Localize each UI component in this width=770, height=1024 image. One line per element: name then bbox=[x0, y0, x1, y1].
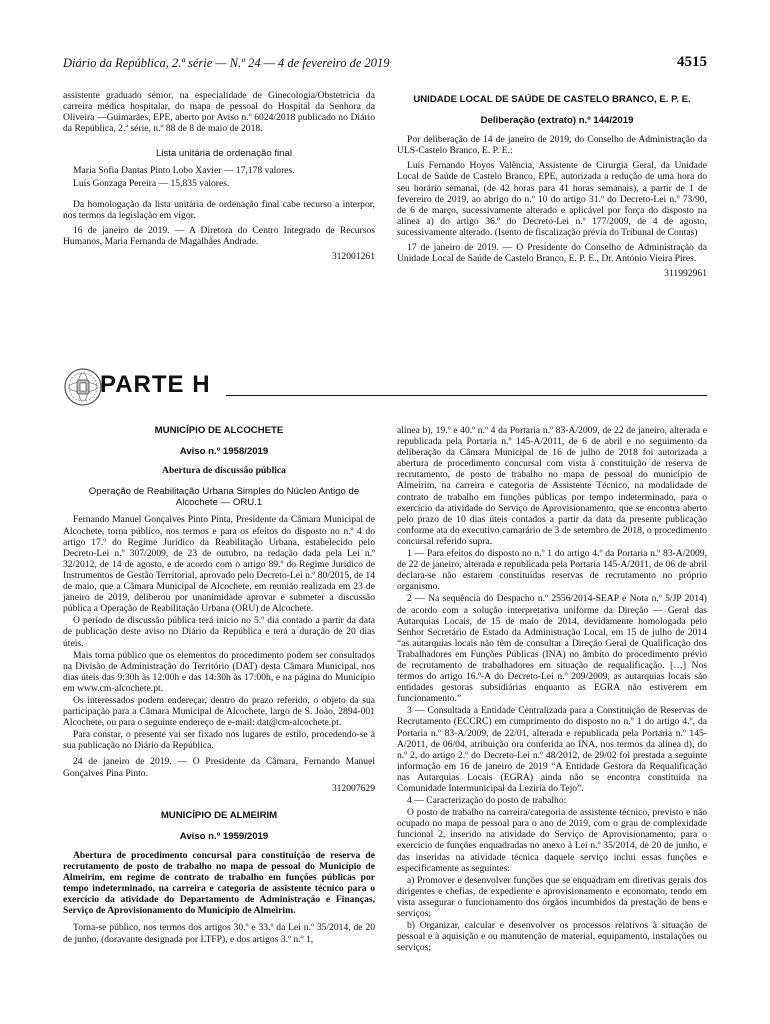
deliberation-title: Deliberação (extrato) n.º 144/2019 bbox=[480, 115, 634, 127]
paragraph: Fernando Manuel Gonçalves Pinto Pinta, Presidente da Câmara Municipal de Alcochete, torna público, nos termos e para os efeitos do disposto no n.º 4 do artigo 17.º do Regime Jurídico da Reabilitação Urbana, estabelecido pelo Decreto-Lei n.º 307/2009, de 23 de outubro, na redação dada pela Lei n.º 32/2012, de 14 de agosto, e de acordo com o artigo 89.º do Regime Jurídico de Instrumentos de Gestão Territorial, aprovado pelo Decreto-Lei n.º 80/2015, de 14 de maio, que a Câmara Municipal de Alcochete, em reunião realizada em 23 de janeiro de 2019, deliberou por unanimidade aprovar e submeter a discussão pública a Operação de Reabilitação Urbana (ORU) de Alcochete. bbox=[63, 514, 375, 615]
continued-paragraph: assistente graduado sénior, na especialidade de Ginecologia/Obstetrícia da carreira médica hospitalar, do mapa de pessoal do Hospital da Senhora da Oliveira —Guimarães, EPE, aberto por Aviso n.º 6024/2018 publicado no Diário da República, 2.ª série, n.º 88 de 8 de maio de 2018. bbox=[63, 90, 375, 135]
top-left-column bbox=[63, 90, 375, 266]
reference-number: 312001261 bbox=[331, 251, 375, 263]
coat-of-arms-icon bbox=[63, 367, 103, 407]
signature-paragraph: 24 de janeiro de 2019. — O Presidente da Câmara, Fernando Manuel Gonçalves Pina Pinto. bbox=[63, 756, 375, 779]
signature-paragraph: 16 de janeiro de 2019. — A Diretora do Centro Integrado de Recursos Humanos, Maria Fernanda de Magalhães Andrade. bbox=[63, 224, 375, 247]
paragraph: O posto de trabalho na carreira/categoria de assistente técnico, previsto e não ocupado no mapa de pessoal para o ano de 2019, com o grau de complexidade funcional 2, inserido na atividade do Serviço de Aprovisionamento, para o exercício de funções enquadradas no anexo à Lei n.º 35/2014, de 20 de junho, e das inseridas na atividade técnica daquele serviço inclui essas funções e especificamente as seguintes: bbox=[397, 807, 707, 874]
paragraph: Os interessados podem endereçar, dentro do prazo referido, o objeto da sua participação para a Câmara Municipal de Alcochete, largo de S. João, 2894-001 Alcochete, ou para o seguinte endereço de e-mail: dat@cm-alcochete.pt. bbox=[63, 694, 375, 729]
paragraph: b) Organizar, calcular e desenvolver os processos relativos à situação de pessoal e à aquisição e ou manutenção de material, equipamento, instalações ou serviços; bbox=[397, 920, 707, 954]
paragraph: 4 — Caracterização do posto de trabalho: bbox=[407, 795, 567, 807]
bottom-left-column bbox=[63, 425, 375, 949]
paragraph: Luís Fernando Hoyos Valência, Assistente de Cirurgia Geral, da Unidade Local de Saúde de Castelo Branco, EPE, autorizada a redução de uma hora do seu horário semanal, (de 42 horas para 41 horas semanais), a partir de 1 de fevereiro de 2019, ao abrigo do n.º 10 do artigo 31.º do Decreto-Lei n.º 73/90, de 6 de março, sucessivamente alterado e aplicável por força do disposto na alínea a) do artigo 36.º do Decreto-Lei n.º 177/2009, de 4 de agosto, sucessivamente alterado. (Isento de fiscalização prévia do Tribunal de Contas) bbox=[397, 160, 707, 238]
reference-number: 312007629 bbox=[331, 782, 375, 794]
paragraph: O período de discussão pública terá início no 5.º dia contado a partir da data de publicação deste aviso no Diário da República e terá a duração de 20 dias úteis. bbox=[63, 615, 375, 649]
homologation-paragraph: Da homologação da lista unitária de ordenação final cabe recurso a interpor, nos termos da legislação em vigor. bbox=[63, 198, 375, 221]
paragraph: 17 de janeiro de 2019. — O Presidente do Conselho de Administração da Unidade Local de Saúde de Castelo Branco, E. P. E., Dr. António Vieira Pires. bbox=[397, 242, 707, 265]
list-item: Luís Gonzaga Pereira — 15,835 valores. bbox=[73, 177, 230, 189]
notice-title: Aviso n.º 1958/2019 bbox=[179, 446, 269, 458]
reference-number: 311992961 bbox=[664, 268, 707, 280]
top-right-column bbox=[397, 94, 707, 283]
notice-heading: Abertura de procedimento concursal para constituição de reserva de recrutamento de posto de trabalho no mapa de pessoal do Município de Almeirim, em regime de contrato de trabalho em funções públicas por tempo indeterminado, na carreira e categoria de assistente técnico para o exercício da atividade do Departamento de Administração e Finanças, Serviço de Aprovisionamento do Município de Almeirim. bbox=[63, 849, 375, 917]
entity-heading: MUNICÍPIO DE ALMEIRIM bbox=[160, 809, 278, 821]
paragraph: 1 — Para efeitos do disposto no n.º 1 do artigo 4.º da Portaria n.º 83-A/2009, de 22 de janeiro, alterada e republicada pela Portaria 145-A/2011, de 06 de abril declara-se não estarem constituídas reservas de recrutamento no próprio organismo. bbox=[397, 548, 707, 593]
paragraph: Para constar, o presente vai ser fixado nos lugares de estilo, procedendo-se à sua publicação no Diário da República. bbox=[63, 729, 375, 752]
paragraph: 3 — Consultada a Entidade Centralizada para a Constituição de Reservas de Recrutamento (ECCRC) em cumprimento do disposto no n.º 1 do artigo 4.º, da Portaria n.º 83-A/2009, de 22/01, alterada e republicada pela Portaria n.º 145-A/2011, de 06/04, atribuição ora conferida ao INA, nos termos da alínea d), do n.º 2, do artigo 2.º do Decreto-Lei n.º 48/2012, de 29/02 foi prestada a seguinte informação em 16 de janeiro de 2019 “A Entidade Gestora da Requalificação nas Autarquias Locais (EGRA) ainda não se encontra constituída na Comunidade Intermunicipal da Lezíria do Tejo”. bbox=[397, 705, 707, 794]
operation-title: Operação de Reabilitação Urbana Simples do Núcleo Antigo de Alcochete — ORU.1 bbox=[88, 486, 360, 509]
entity-heading: UNIDADE LOCAL DE SAÚDE DE CASTELO BRANCO, E. P. E. bbox=[413, 94, 691, 105]
bottom-right-column bbox=[397, 425, 707, 957]
journal-title: Diário da República, 2.ª série — N.º 24 — 4 de fevereiro de 2019 bbox=[63, 56, 390, 70]
continued-paragraph: alínea b), 19.º e 40.º n.º 4 da Portaria n.º 83-A/2009, de 22 de janeiro, alterada e republicada pela Portaria n.º 145-A/2011, de 6 de abril e no seguimento da deliberação da Câmara Municipal de 16 de julho de 2018 foi autorizada a abertura de procedimento concursal com vista à constituição de reserva de recrutamento, de posto de trabalho no mapa de pessoal do município de Almeirim, na carreira e categoria de Assistente Técnico, na modalidade de contrato de trabalho em funções públicas por tempo indeterminado, para o exercício da atividade do Serviço de Aprovisionamento, que se encontra aberto pelo prazo de 10 dias úteis contados a partir da data da presente publicação conforme ata do executivo camarário de 3 de setembro de 2018, o procedimento concursal referido supra. bbox=[397, 425, 707, 547]
paragraph: 2 — Na sequência do Despacho n.º 2556/2014-SEAP e Nota n.º 5/JP 2014) de acordo com a solução interpretativa uniforme da Direção — Geral das Autarquias Locais, de 15 de maio de 2014, devidamente homologada pelo Senhor Secretário de Estado da Administração Local, em 15 de julho de 2014 “as autarquias locais não têm de consultar a Direção Geral de Qualificação dos Trabalhadores em Funções Públicas (INA) no âmbito do procedimento prévio de recrutamento de trabalhadores em situação de requalificação. […] Nos termos do artigo 16.º-A do Decreto-Lei n.º 209/2009, as autarquias locais são entidades gestoras subsidiárias enquanto as EGRA não estiverem em funcionamento.” bbox=[397, 593, 707, 705]
paragraph: a) Promover e desenvolver funções que se enquadram em diretivas gerais dos dirigentes e chefias, de expediente e aprovisionamento e economato, tendo em vista assegurar o funcionamento dos órgãos incumbidos da prestação de bens e serviços; bbox=[397, 874, 707, 920]
notice-title: Aviso n.º 1959/2019 bbox=[179, 830, 269, 842]
entity-heading: MUNICÍPIO DE ALCOCHETE bbox=[154, 425, 284, 436]
page-header bbox=[63, 56, 707, 76]
notice-subtitle: Abertura de discussão pública bbox=[162, 465, 286, 477]
part-title: PARTE H bbox=[100, 371, 211, 398]
paragraph: Torna-se público, nos termos dos artigos 30.º e 33.º da Lei n.º 35/2014, de 20 de junho, (doravante designada por LTFP), e dos artigos 3.º n.º 1, bbox=[63, 922, 375, 945]
page-number: 4515 bbox=[677, 54, 707, 70]
paragraph: Por deliberação de 14 de janeiro de 2019, do Conselho de Administração da ULS-Castelo Branco, E. P. E.: bbox=[397, 134, 707, 157]
list-item: Maria Sofia Dantas Pinto Lobo Xavier — 17,178 valores. bbox=[73, 165, 295, 177]
part-divider bbox=[226, 395, 707, 396]
list-title: Lista unitária de ordenação final bbox=[155, 148, 292, 160]
paragraph: Mais torna público que os elementos do procedimento podem ser consultados na Divisão de Administração do Território (DAT) desta Câmara Municipal, nos dias úteis das 9:30h às 12:00h e das 14:30h às 17:00h, e na página do Município em www.cm-alcochete.pt. bbox=[63, 649, 375, 694]
